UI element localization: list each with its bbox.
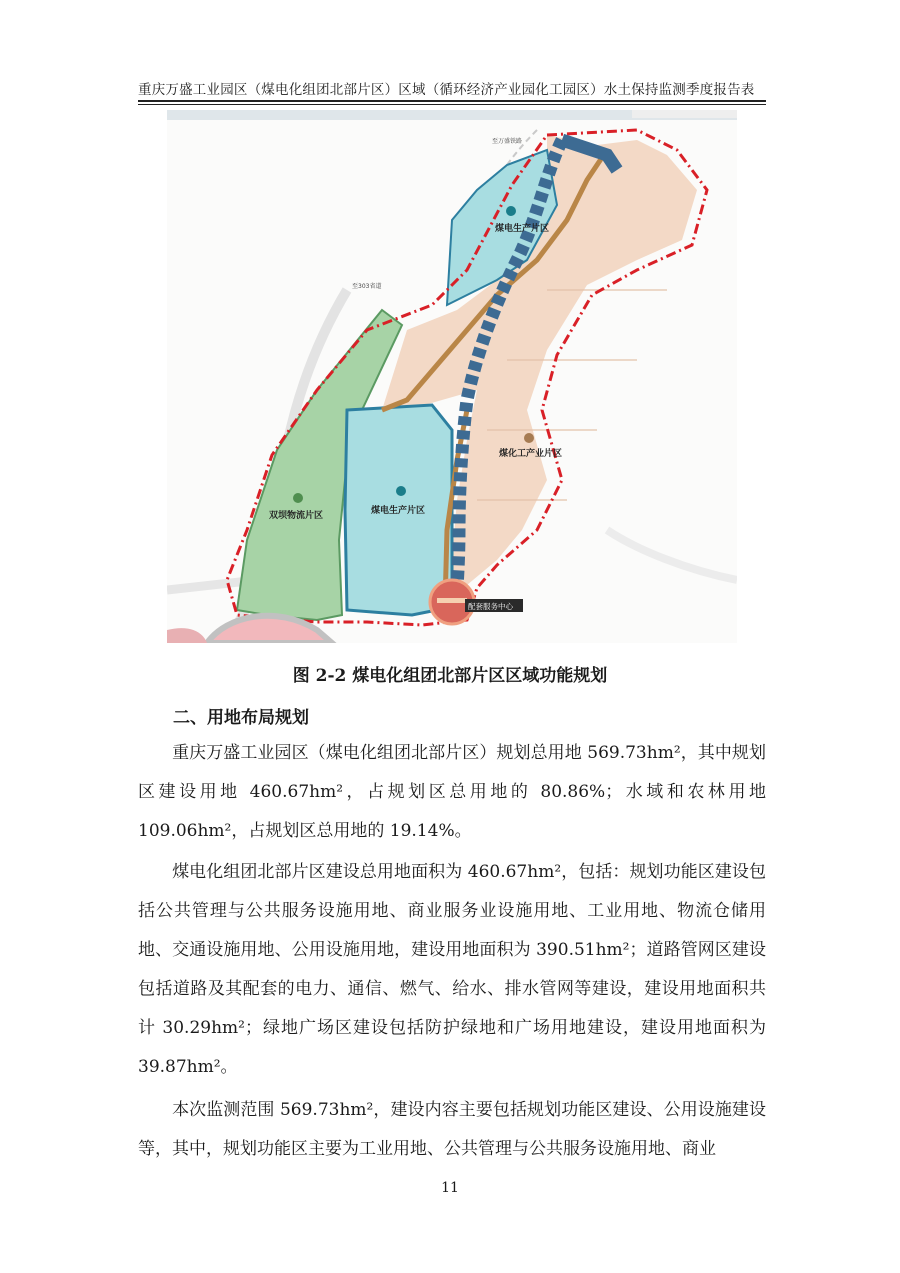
label-coal-power-north: 煤电生产片区 bbox=[495, 224, 550, 234]
paragraph-text: 煤电化组团北部片区建设总用地面积为 460.67hm²，包括：规划功能区建设包括公共管理与公共服务设施用地、商业服务业设施用地、工业用地、物流仓储用地、交通设施用地、公用设施用地，建设用地面积为 390.51hm²；道路管网区建设包括道路及其配套的电力、通信、燃气、给水、排水管网等建设，建设用地面积共计 30.29hm²；绿地广场区建设包括防护绿地和广场用地建设，建设用地面积为 39.87hm²。 bbox=[138, 862, 766, 1077]
zone-marker-coal-chem bbox=[524, 433, 534, 443]
road-label-left: 至303省道 bbox=[352, 283, 382, 290]
label-logistics: 双坝物流片区 bbox=[269, 511, 324, 521]
paragraph-text: 重庆万盛工业园区（煤电化组团北部片区）规划总用地 569.73hm²，其中规划区建设用地 460.67hm²，占规划区总用地的 80.86%；水域和农林用地 109.06hm²，占规划区总用地的 19.14%。 bbox=[138, 743, 766, 841]
zone-marker-coal-power-north bbox=[506, 206, 516, 216]
header-rule-thick bbox=[138, 100, 766, 102]
paragraph-text: 本次监测范围 569.73hm²，建设内容主要包括规划功能区建设、公用设施建设等，其中，规划功能区主要为工业用地、公共管理与公共服务设施用地、商业 bbox=[138, 1100, 766, 1159]
label-coal-power-south: 煤电生产片区 bbox=[371, 506, 426, 516]
figure-caption: 图 2-2 煤电化组团北部片区区域功能规划 bbox=[292, 666, 608, 686]
zone-marker-coal-power-south bbox=[396, 486, 406, 496]
zone-marker-logistics bbox=[293, 493, 303, 503]
page-header: 重庆万盛工业园区（煤电化组团北部片区）区域（循环经济产业园化工园区）水土保持监测季度报告表 bbox=[138, 82, 755, 98]
paragraph-construction-land bbox=[138, 853, 766, 1087]
label-coal-chem: 煤化工产业片区 bbox=[499, 449, 563, 459]
page-number: 11 bbox=[441, 1180, 459, 1196]
road-label-top: 至万盛铁路 bbox=[492, 138, 523, 145]
label-service-center: 配套服务中心 bbox=[468, 602, 513, 611]
header-rule-thin bbox=[138, 104, 766, 105]
section-heading: 二、用地布局规划 bbox=[173, 708, 309, 728]
paragraph-monitoring-scope bbox=[138, 1091, 766, 1169]
function-plan-map bbox=[167, 110, 737, 643]
paragraph-land-total bbox=[138, 734, 766, 851]
